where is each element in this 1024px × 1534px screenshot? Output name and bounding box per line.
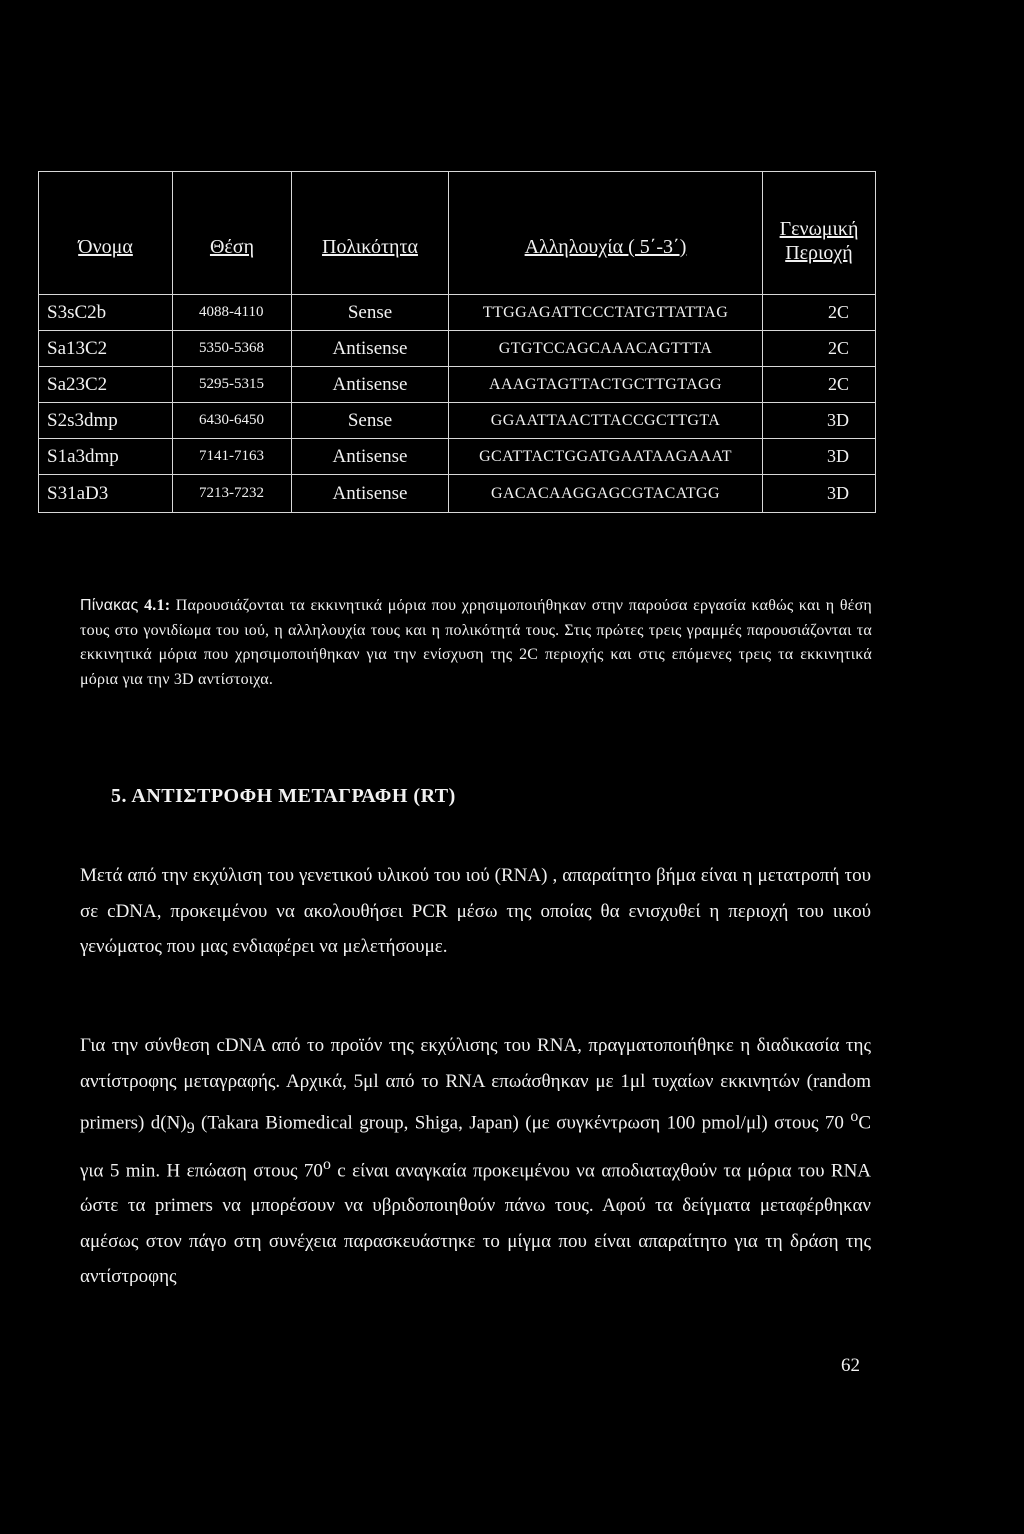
cell-polarity: Sense xyxy=(292,403,449,439)
cell-name: S1a3dmp xyxy=(39,439,173,475)
cell-region: 2C xyxy=(763,331,876,367)
degree-superscript: o xyxy=(322,1155,331,1173)
header-genomic-region xyxy=(763,172,876,295)
cell-polarity: Antisense xyxy=(292,475,449,513)
cell-region: 2C xyxy=(763,367,876,403)
cell-polarity: Antisense xyxy=(292,367,449,403)
paragraph-2-part-d: c είναι αναγκαία προκειμένου να αποδιαταχθούν τα μόρια του RNA ώστε τα primers να μπορέσουν να υβριδοποιηθούν πάνω τους. Αφού τα δείγματα μεταφέρθηκαν αμέσως στον πάγο στη συνέχεια παρασκευάστηκε το μίγμα που είναι απαραίτητο για τη δράση της αντίστροφης xyxy=(80,1159,872,1288)
cell-polarity: Sense xyxy=(292,295,449,331)
header-region-line2: Περιοχή xyxy=(785,242,853,264)
cell-region: 3D xyxy=(763,475,876,513)
paragraph-2-part-b: (Takara Biomedical group, Shiga, Japan) (με συγκέντρωση 100 pmol/μl) στους 70 xyxy=(194,1112,851,1134)
paragraph-2 xyxy=(80,1028,871,1295)
paragraph-2-part-c: C για 5 min. Η επώαση στους 70 xyxy=(80,1112,871,1181)
table-header-row xyxy=(39,172,876,295)
primer-table xyxy=(38,171,876,513)
table-row xyxy=(39,367,876,403)
cell-sequence: GACACAAGGAGCGTACATGG xyxy=(449,475,763,513)
cell-name: Sa23C2 xyxy=(39,367,173,403)
subscript-9: 9 xyxy=(186,1120,195,1138)
table-row xyxy=(39,403,876,439)
caption-text: Παρουσιάζονται τα εκκινητικά μόρια που χρησιμοποιήθηκαν στην παρούσα εργασία καθώς και η θέση τους στο γονιδίωμα του ιού, η αλληλουχία τους και η πολικότητά τους. Στις πρώτες τρεις γραμμές παρουσιάζονται τα εκκινητικά μόρια που χρησιμοποιήθηκαν για την ενίσχυση της 2C περιοχής και στις επόμενες τρεις τα εκκινητικά μόρια για την 3D αντίστοιχα. xyxy=(80,597,872,688)
section-heading: 5. ΑΝΤΙΣΤΡΟΦΗ ΜΕΤΑΓΡΑΦΗ (RT) xyxy=(111,785,456,807)
header-polarity: Πολικότητα xyxy=(292,172,449,295)
cell-position: 5295-5315 xyxy=(173,367,292,403)
cell-position: 5350-5368 xyxy=(173,331,292,367)
header-region-line1: Γενωμική xyxy=(779,218,859,240)
cell-region: 2C xyxy=(763,295,876,331)
cell-region: 3D xyxy=(763,403,876,439)
cell-name: S3sC2b xyxy=(39,295,173,331)
caption-number: 4.1: xyxy=(144,597,171,614)
cell-region: 3D xyxy=(763,439,876,475)
header-sequence: Αλληλουχία ( 5΄-3΄) xyxy=(449,172,763,295)
cell-name: S31aD3 xyxy=(39,475,173,513)
cell-position: 4088-4110 xyxy=(173,295,292,331)
table-row xyxy=(39,475,876,513)
caption-label: Πίνακας xyxy=(80,597,139,614)
header-position: Θέση xyxy=(173,172,292,295)
paragraph-2-part-a: Για την σύνθεση cDNA από το προϊόν της εκχύλισης του RNA, πραγματοποιήθηκε η διαδικασία της αντίστροφης μεταγραφής. Αρχικά, 5μl από το RNA επωάσθηκαν με 1μl τυχαίων εκκινητών (random primers) d(N) xyxy=(80,1035,871,1134)
cell-sequence: AAAGTAGTTACTGCTTGTAGG xyxy=(449,367,763,403)
cell-name: Sa13C2 xyxy=(39,331,173,367)
table-row xyxy=(39,331,876,367)
cell-name: S2s3dmp xyxy=(39,403,173,439)
cell-sequence: GGAATTAACTTACCGCTTGTA xyxy=(449,403,763,439)
degree-superscript: o xyxy=(850,1108,859,1125)
page-number: 62 xyxy=(841,1355,860,1376)
cell-sequence: TTGGAGATTCCCTATGTTATTAG xyxy=(449,295,763,331)
header-name: Όνομα xyxy=(39,172,173,295)
cell-polarity: Antisense xyxy=(292,331,449,367)
cell-position: 7213-7232 xyxy=(173,475,292,513)
cell-sequence: GCATTACTGGATGAATAAGAAAT xyxy=(449,439,763,475)
table-row xyxy=(39,439,876,475)
table-caption xyxy=(80,594,872,692)
cell-sequence: GTGTCCAGCAAACAGTTTA xyxy=(449,331,763,367)
paragraph-1: Μετά από την εκχύλιση του γενετικού υλικού του ιού (RNA) , απαραίτητο βήμα είναι η μετατροπή του σε cDNA, προκειμένου να ακολουθήσει PCR μέσω της οποίας θα ενισχυθεί η περιοχή του ιικού γενώματος που μας ενδιαφέρει να μελετήσουμε. xyxy=(80,865,871,957)
cell-position: 6430-6450 xyxy=(173,403,292,439)
table-row xyxy=(39,295,876,331)
cell-position: 7141-7163 xyxy=(173,439,292,475)
cell-polarity: Antisense xyxy=(292,439,449,475)
